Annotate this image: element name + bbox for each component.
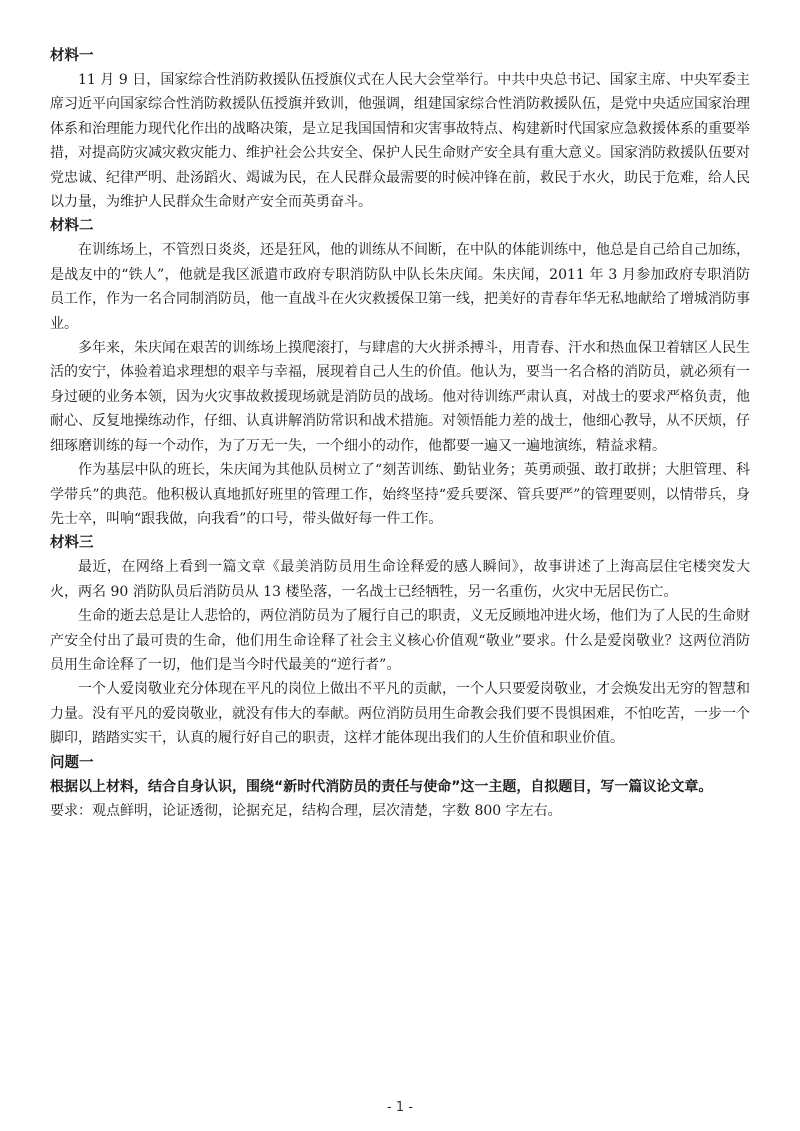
question-1-heading: 问题一	[50, 754, 94, 771]
material-1-paragraph-1: 11 月 9 日，国家综合性消防救援队伍授旗仪式在人民大会堂举行。中共中央总书记、国家主席、中央军委主席习近平向国家综合性消防救援队伍授旗并致训，他强调，组建国家综合性消防救援队伍，是党中央适应国家治理体系和治理能力现代化作出的战略决策，是立足我国国情和灾害事故特点、构建新时代国家应急救援体系的重要举措，对提高防灾减灾救灾能力、维护社会公共安全、保护人民生命财产安全具有重大意义。国家消防救援队伍要对党忠诚、纪律严明、赴汤蹈火、竭诚为民，在人民群众最需要的时候冲锋在前，救民于水火，助民于危难，给人民以力量，为维护人民群众生命财产安全而英勇奋斗。	[50, 72, 750, 211]
material-2-paragraph-2: 多年来，朱庆闻在艰苦的训练场上摸爬滚打，与肆虐的大火拼杀搏斗，用青春、汗水和热血保卫着辖区人民生活的安宁，体验着追求理想的艰辛与幸福，展现着自己人生的价值。他认为，要当一名合格的消防员，就必须有一身过硬的业务本领，因为火灾事故救援现场就是消防员的战场。他对待训练严肃认真，对战士的要求严格负责，他耐心、反复地操练动作，仔细、认真讲解消防常识和战术措施。对领悟能力差的战士，他细心教导，从不厌烦，仔细琢磨训练的每一个动作，为了万无一失，一个细小的动作，他都要一遍又一遍地演练，精益求精。	[50, 340, 750, 454]
question-1-requirements: 要求：观点鲜明，论证透彻，论据充足，结构合理，层次清楚，字数 800 字左右。	[50, 802, 562, 819]
page-number: - 1 -	[387, 1100, 413, 1115]
document-body	[50, 44, 750, 823]
material-3-paragraph-2: 生命的逝去总是让人悲恰的，两位消防员为了履行自己的职责，义无反顾地冲进火场，他们为了人民的生命财产安全付出了最可贵的生命，他们用生命诠释了社会主义核心价值观“敬业”要求。什么是爱岗敬业？这两位消防员用生命诠释了一切，他们是当今时代最美的“逆行者”。	[50, 608, 750, 673]
material-2-heading: 材料二	[50, 218, 94, 235]
material-2-paragraph-1: 在训练场上，不管烈日炎炎，还是狂风，他的训练从不间断，在中队的体能训练中，他总是自己给自己加练，是战友中的“铁人”，他就是我区派遣市政府专职消防队中队长朱庆闻。朱庆闻，2011 年 3 月参加政府专职消防员工作，作为一名合同制消防员，他一直战斗在火灾救援保卫第一线，把美好的青春年华无私地献给了增城消防事业。	[50, 242, 750, 332]
material-3-heading: 材料三	[50, 535, 94, 552]
material-3-paragraph-3: 一个人爱岗敬业充分体现在平凡的岗位上做出不平凡的贡献，一个人只要爱岗敬业，才会焕发出无穷的智慧和力量。没有平凡的爱岗敬业，就没有伟大的奉献。两位消防员用生命教会我们要不畏惧困难，不怕吃苦，一步一个脚印，踏踏实实干，认真的履行好自己的职责，这样才能体现出我们的人生价值和职业价值。	[50, 681, 750, 747]
question-1-prompt: 根据以上材料，结合自身认识，围绕“新时代消防员的责任与使命”这一主题，自拟题目，写一篇议论文章。	[50, 778, 713, 795]
material-3-paragraph-1: 最近，在网络上看到一篇文章《最美消防员用生命诠释爱的感人瞬间》，故事讲述了上海高层住宅楼突发大火，两名 90 消防队员后消防员从 13 楼坠落，一名战士已经牺牲，另一名重伤，火灾中无居民伤亡。	[50, 559, 750, 600]
material-2-paragraph-3: 作为基层中队的班长，朱庆闻为其他队员树立了“刻苦训练、勤钻业务；英勇顽强、敢打敢拼；大胆管理、科学带兵”的典范。他积极认真地抓好班里的管理工作，始终坚持“爱兵要深、管兵要严”的管理要则，以情带兵，身先士卒，叫响“跟我做，向我看”的口号，带头做好每一件工作。	[50, 462, 750, 527]
material-1-heading: 材料一	[50, 48, 94, 64]
